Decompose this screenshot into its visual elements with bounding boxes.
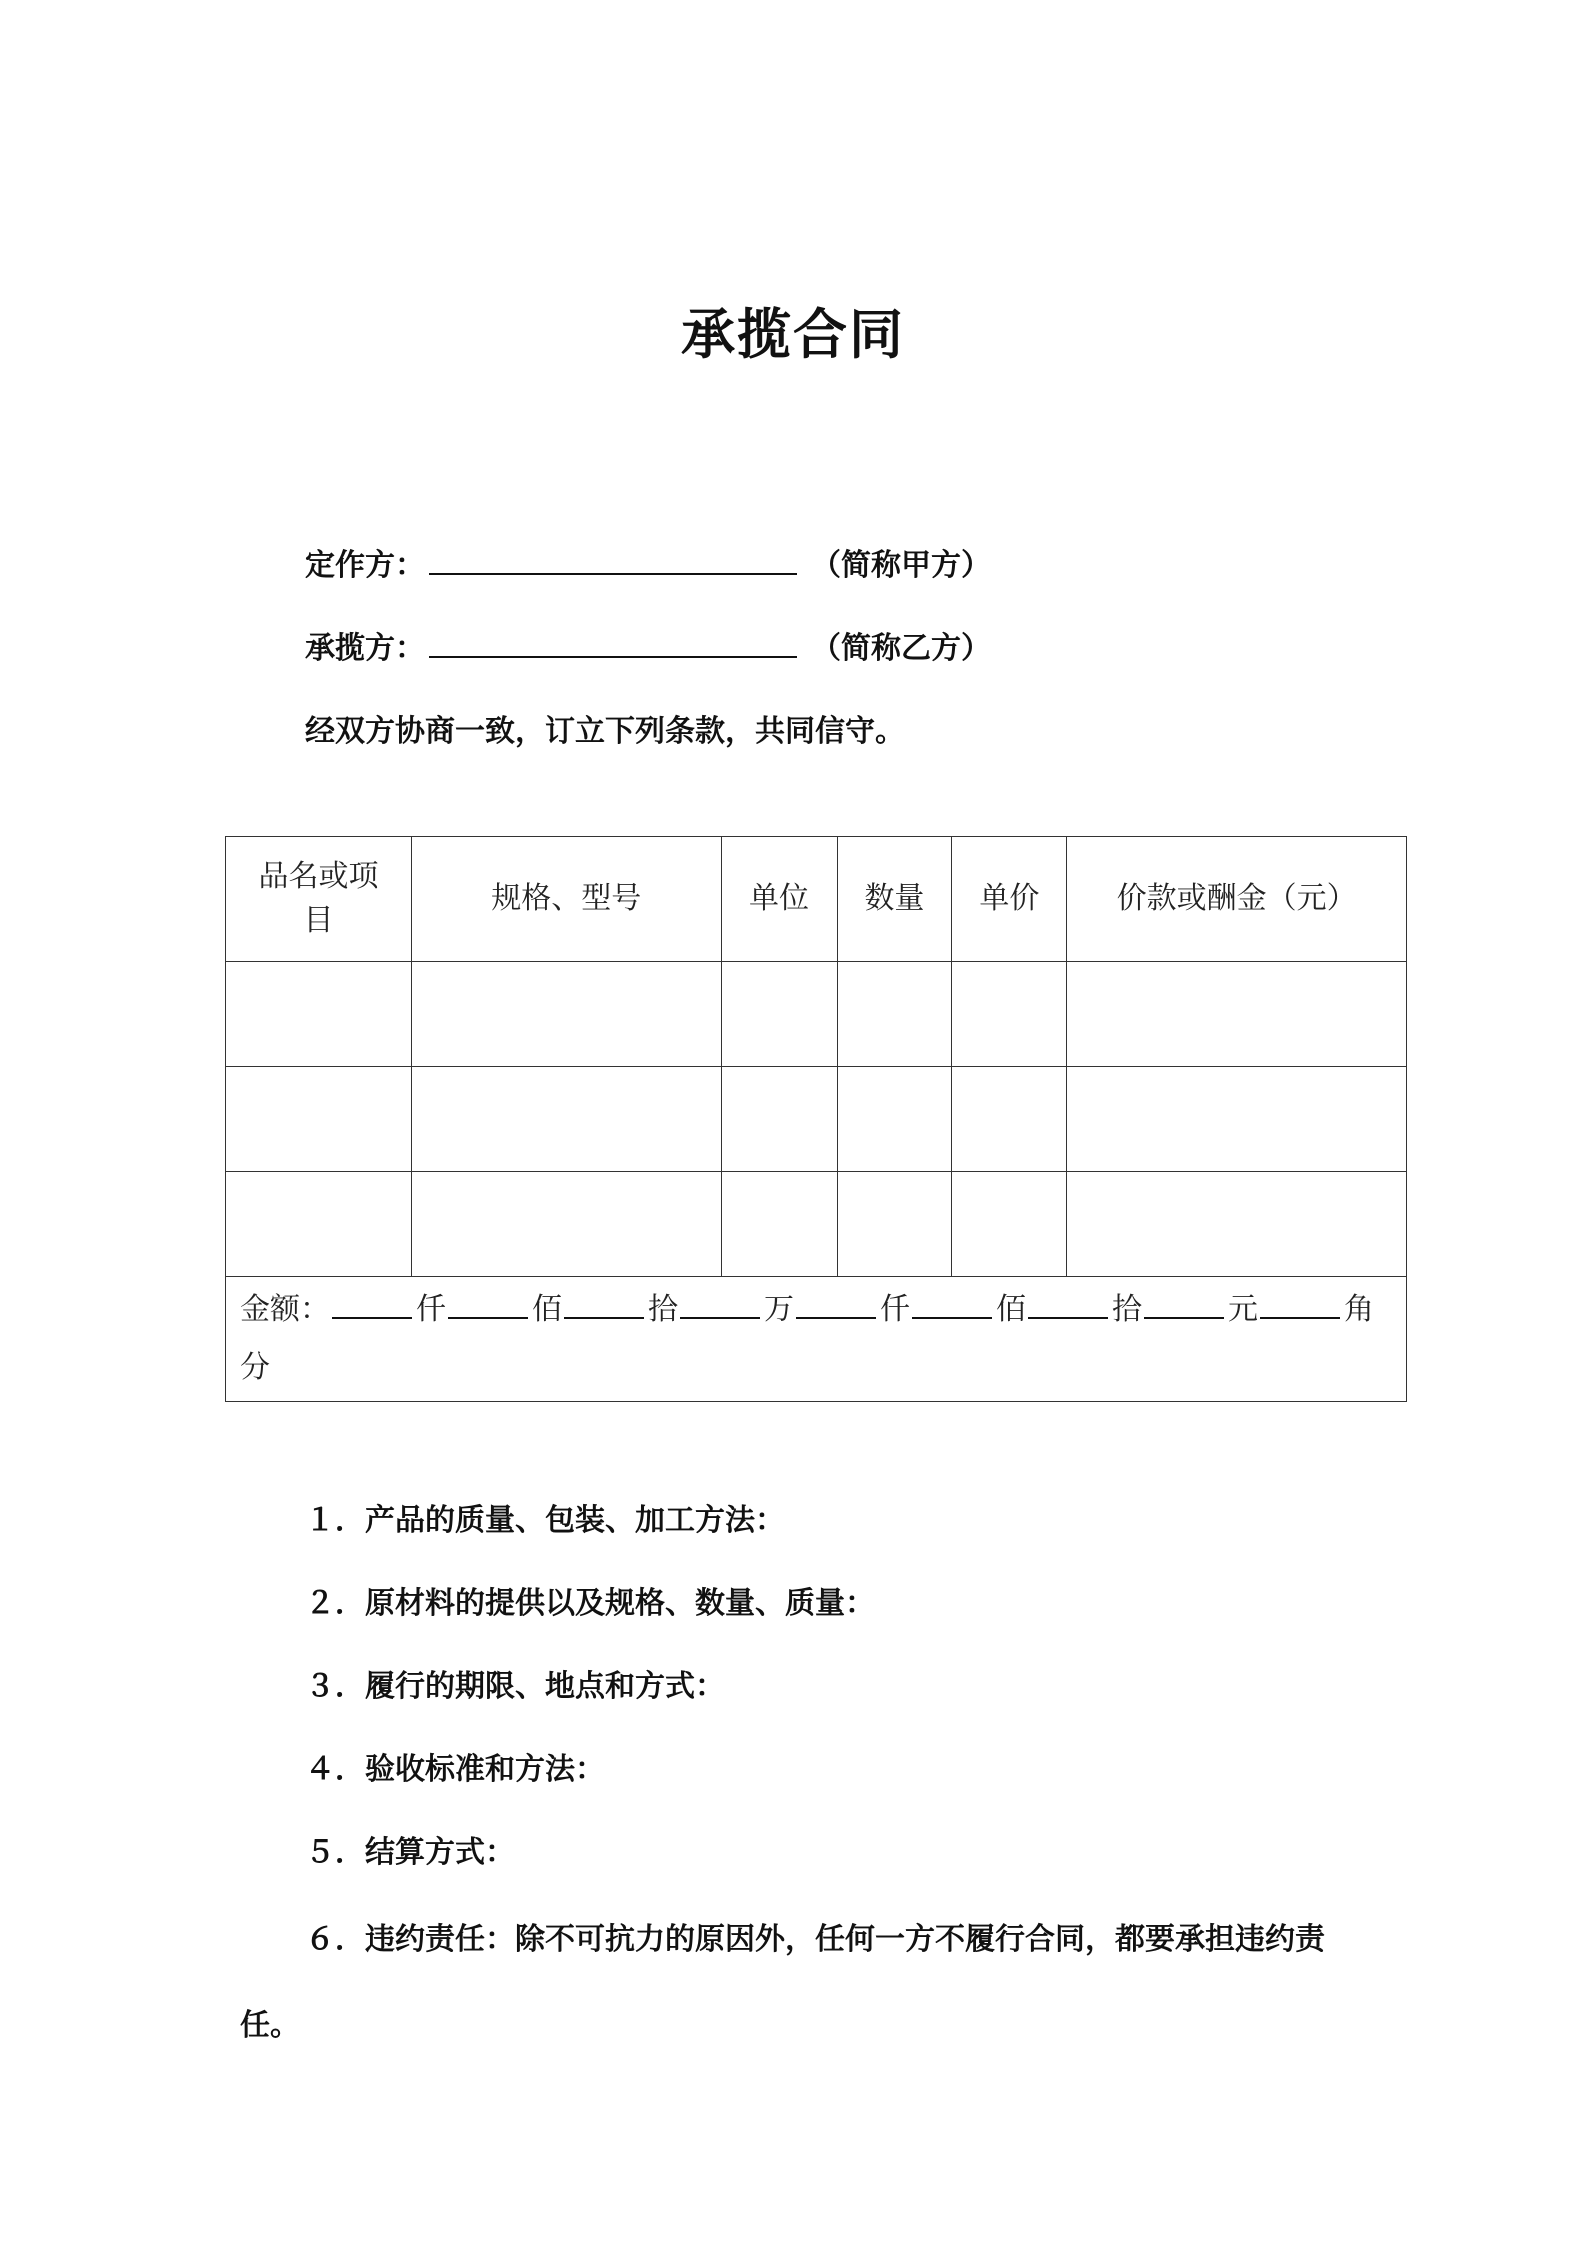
party-a-suffix: （简称甲方） [811, 548, 991, 583]
amount-blank[interactable] [680, 1291, 760, 1319]
table-row [226, 1067, 1407, 1172]
amount-label: 金额： [240, 1292, 330, 1327]
amount-blank[interactable] [448, 1291, 528, 1319]
table-cell[interactable] [1067, 1172, 1407, 1277]
amount-cell [226, 1277, 1407, 1402]
table-cell[interactable] [837, 962, 952, 1067]
clause-2: ２．原材料的提供以及规格、数量、质量： [305, 1586, 875, 1621]
table-cell[interactable] [952, 962, 1067, 1067]
table-cell[interactable] [721, 962, 837, 1067]
clause-6: ６．违约责任：除不可抗力的原因外，任何一方不履行合同，都要承担违约责任。 [240, 1922, 1325, 2043]
amount-blank[interactable] [1144, 1291, 1224, 1319]
col-header-amount: 价款或酬金（元） [1067, 837, 1407, 962]
amount-unit: 仟 [880, 1292, 910, 1327]
amount-blank[interactable] [912, 1291, 992, 1319]
amount-unit: 分 [240, 1350, 270, 1385]
party-a-blank[interactable] [429, 543, 797, 575]
amount-blank[interactable] [1260, 1291, 1340, 1319]
table-cell[interactable] [952, 1067, 1067, 1172]
table-cell[interactable] [226, 1067, 412, 1172]
amount-unit: 佰 [532, 1292, 562, 1327]
amount-unit: 万 [764, 1292, 794, 1327]
table-row [226, 962, 1407, 1067]
table-cell[interactable] [411, 962, 721, 1067]
table-cell[interactable] [837, 1067, 952, 1172]
amount-blank[interactable] [332, 1291, 412, 1319]
table-cell[interactable] [226, 962, 412, 1067]
amount-unit: 拾 [648, 1292, 678, 1327]
amount-blank[interactable] [1028, 1291, 1108, 1319]
table-cell[interactable] [411, 1172, 721, 1277]
amount-blank[interactable] [796, 1291, 876, 1319]
col-header-item: 品名或项目 [226, 837, 412, 962]
clause-4: ４．验收标准和方法： [305, 1752, 605, 1787]
table-row [226, 1172, 1407, 1277]
amount-unit: 角 [1344, 1292, 1374, 1327]
intro-text: 经双方协商一致，订立下列条款，共同信守。 [305, 714, 905, 749]
amount-unit: 拾 [1112, 1292, 1142, 1327]
amount-unit: 元 [1228, 1292, 1258, 1327]
amount-line [240, 1281, 1398, 1397]
col-header-quantity: 数量 [837, 837, 952, 962]
col-header-unit: 单位 [721, 837, 837, 962]
clause-3: ３．履行的期限、地点和方式： [305, 1669, 725, 1704]
party-b-suffix: （简称乙方） [811, 631, 991, 666]
clause-1: １．产品的质量、包装、加工方法： [305, 1503, 785, 1538]
document-title: 承揽合同 [681, 303, 905, 366]
amount-unit: 佰 [996, 1292, 1026, 1327]
amount-blank[interactable] [564, 1291, 644, 1319]
amount-unit: 仟 [416, 1292, 446, 1327]
table-cell[interactable] [1067, 1067, 1407, 1172]
clause-5: ５．结算方式： [305, 1835, 515, 1870]
items-table [225, 836, 1407, 1402]
party-a-line [305, 540, 991, 584]
party-a-label: 定作方： [305, 548, 425, 583]
table-cell[interactable] [411, 1067, 721, 1172]
party-b-blank[interactable] [429, 626, 797, 658]
table-header-row [226, 837, 1407, 962]
table-cell[interactable] [837, 1172, 952, 1277]
table-cell[interactable] [721, 1067, 837, 1172]
table-cell[interactable] [721, 1172, 837, 1277]
table-cell[interactable] [226, 1172, 412, 1277]
amount-row [226, 1277, 1407, 1402]
table-cell[interactable] [952, 1172, 1067, 1277]
party-b-label: 承揽方： [305, 631, 425, 666]
table-cell[interactable] [1067, 962, 1407, 1067]
col-header-spec: 规格、型号 [411, 837, 721, 962]
party-b-line [305, 623, 991, 667]
col-header-unit-price: 单价 [952, 837, 1067, 962]
